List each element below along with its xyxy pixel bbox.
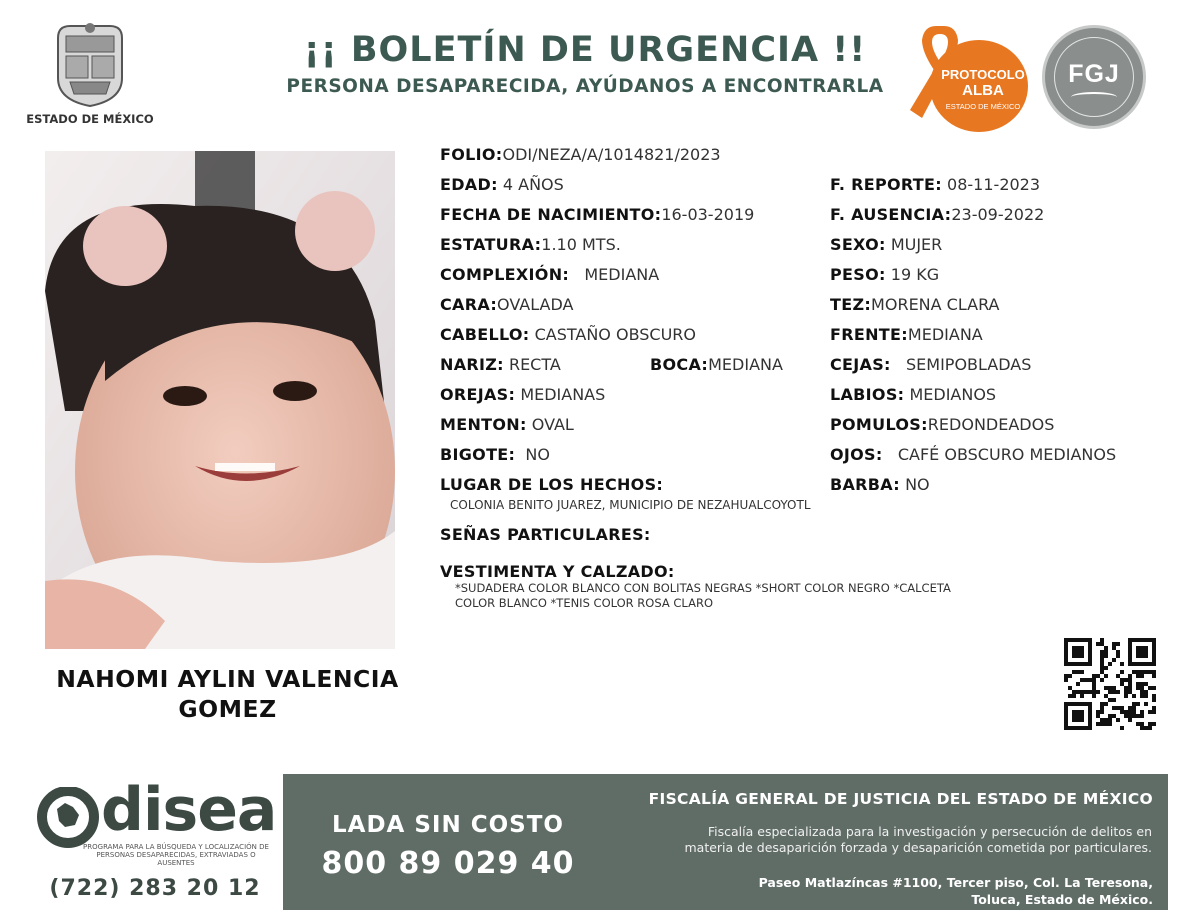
alba-line3: ESTADO DE MÉXICO <box>945 102 1021 111</box>
field-complexion: COMPLEXIÓN: MEDIANA <box>440 265 660 284</box>
bulletin-title: ¡¡ BOLETÍN DE URGENCIA !! <box>303 30 867 70</box>
fgj-seal-text: FGJ <box>1068 60 1120 88</box>
person-name: NAHOMI AYLIN VALENCIA GOMEZ <box>56 665 399 723</box>
field-boca: BOCA:MEDIANA <box>650 355 783 374</box>
contact-band <box>283 774 1168 910</box>
field-cejas: CEJAS: SEMIPOBLADAS <box>830 355 1032 374</box>
field-f-reporte: F. REPORTE: 08-11-2023 <box>830 175 1041 194</box>
field-cabello: CABELLO: CASTAÑO OBSCURO <box>440 325 697 344</box>
alba-line2: ALBA <box>962 82 1004 99</box>
field-lugar-value: COLONIA BENITO JUAREZ, MUNICIPIO DE NEZAHUALCOYOTL <box>450 498 811 512</box>
field-vestimenta-label: VESTIMENTA Y CALZADO: <box>440 562 675 581</box>
field-f-ausencia: F. AUSENCIA:23-09-2022 <box>830 205 1045 224</box>
toll-free-phone[interactable]: 800 89 029 40 <box>321 846 575 881</box>
field-vestimenta-line2: COLOR BLANCO *TENIS COLOR ROSA CLARO <box>455 596 713 610</box>
field-folio: FOLIO:ODI/NEZA/A/1014821/2023 <box>440 145 721 164</box>
field-nariz: NARIZ: RECTA <box>440 355 561 374</box>
field-labios: LABIOS: MEDIANOS <box>830 385 997 404</box>
field-lugar-label: LUGAR DE LOS HECHOS: <box>440 475 664 494</box>
field-peso: PESO: 19 KG <box>830 265 940 284</box>
fgj-description: Fiscalía especializada para la investigación y persecución de delitos en materia de desaparición forzada y desaparición cometida por particulares. <box>684 824 1152 855</box>
protocolo-alba-logo <box>900 22 1030 134</box>
alba-line1: PROTOCOLO <box>941 67 1025 82</box>
field-orejas: OREJAS: MEDIANAS <box>440 385 606 404</box>
odisea-tagline: PROGRAMA PARA LA BÚSQUEDA Y LOCALIZACIÓN DE PERSONAS DESAPARECIDAS, EXTRAVIADAS O AUSENTES <box>83 843 269 867</box>
state-label: ESTADO DE MÉXICO <box>26 112 154 126</box>
local-phone[interactable]: (722) 283 20 12 <box>49 876 261 901</box>
fgj-address: Paseo Matlazíncas #1100, Tercer piso, Col. La Teresona, Toluca, Estado de México. <box>758 875 1153 907</box>
person-photo <box>45 151 395 649</box>
lada-label: LADA SIN COSTO <box>332 812 564 838</box>
field-sexo: SEXO: MUJER <box>830 235 943 254</box>
field-edad: EDAD: 4 AÑOS <box>440 175 564 194</box>
field-vestimenta-line1: *SUDADERA COLOR BLANCO CON BOLITAS NEGRAS *SHORT COLOR NEGRO *CALCETA <box>455 581 951 595</box>
field-senas: SEÑAS PARTICULARES: <box>440 525 651 544</box>
field-barba: BARBA: NO <box>830 475 930 494</box>
fgj-seal-logo <box>1042 25 1146 129</box>
odisea-logo <box>35 775 277 875</box>
state-coat-of-arms-icon <box>50 20 130 108</box>
field-estatura: ESTATURA:1.10 MTS. <box>440 235 621 254</box>
wing-icon <box>1071 92 1117 102</box>
fgj-name: FISCALÍA GENERAL DE JUSTICIA DEL ESTADO DE MÉXICO <box>648 790 1153 808</box>
field-frente: FRENTE:MEDIANA <box>830 325 983 344</box>
field-pomulos: POMULOS:REDONDEADOS <box>830 415 1055 434</box>
field-tez: TEZ:MORENA CLARA <box>830 295 1000 314</box>
field-cara: CARA:OVALADA <box>440 295 574 314</box>
qr-code[interactable] <box>1064 638 1156 730</box>
field-ojos: OJOS: CAFÉ OBSCURO MEDIANOS <box>830 445 1117 464</box>
bulletin-subtitle: PERSONA DESAPARECIDA, AYÚDANOS A ENCONTRARLA <box>286 76 884 97</box>
field-bigote: BIGOTE: NO <box>440 445 550 464</box>
field-fecha-nacimiento: FECHA DE NACIMIENTO:16-03-2019 <box>440 205 755 224</box>
odisea-wordmark: disea <box>101 775 277 845</box>
field-menton: MENTON: OVAL <box>440 415 574 434</box>
